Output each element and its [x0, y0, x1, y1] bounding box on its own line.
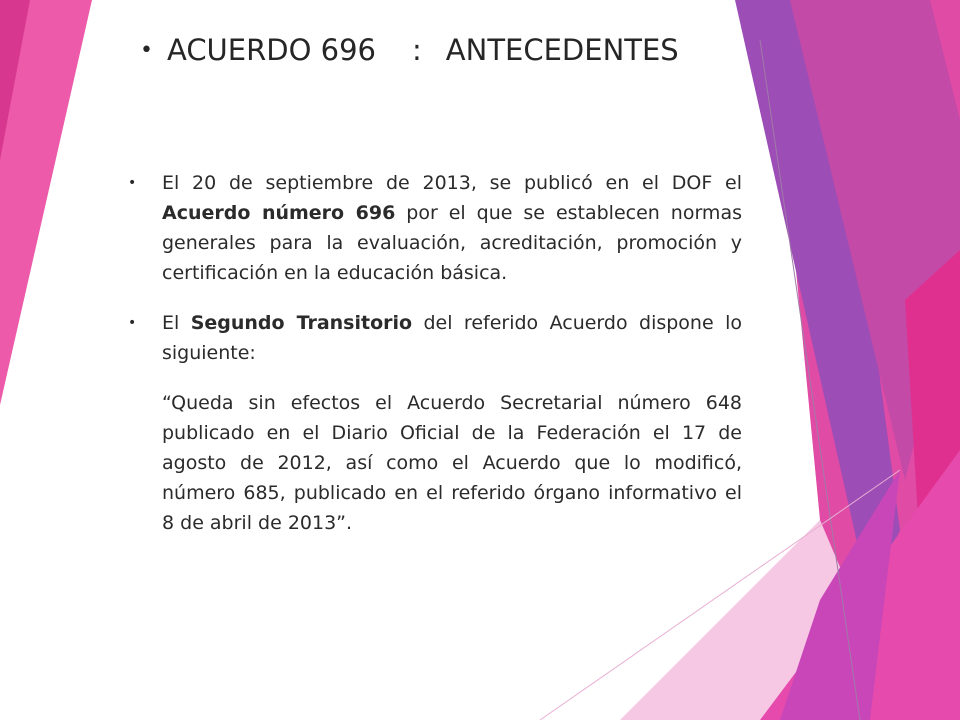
bullet-1: •	[128, 175, 137, 191]
slide-body	[128, 168, 742, 538]
title-separator: :	[412, 33, 422, 67]
paragraph-1-bold: Acuerdo número 696	[162, 202, 396, 224]
quote-block: “Queda sin efectos el Acuerdo Secretarial número 648 publicado en el Diario Oficial de la Federación el 17 de agosto de 2012, así como el Acuerdo que lo modificó, número 685, publicado en el referido órgano informativo el 8 de abril de 2013”.	[162, 392, 742, 534]
paragraph-1-post: por el que se establecen normas generales para la evaluación, acreditación, promoción y certificación en la educación básica.	[162, 202, 742, 284]
paragraph-2-post: del referido Acuerdo dispone lo siguiente:	[162, 312, 742, 364]
title-right-text: ANTECEDENTES	[445, 33, 679, 67]
paragraph-2-bold: Segundo Transitorio	[190, 312, 413, 334]
paragraph-2-pre: El	[162, 312, 191, 334]
slide-title	[140, 30, 760, 71]
title-bullet: •	[140, 38, 153, 63]
bullet-2: •	[128, 315, 137, 331]
title-left-text: ACUERDO 696	[166, 33, 376, 67]
paragraph-2	[128, 308, 742, 368]
paragraph-1	[128, 168, 742, 288]
paragraph-1-pre: El 20 de septiembre de 2013, se publicó en el DOF el	[162, 172, 742, 194]
